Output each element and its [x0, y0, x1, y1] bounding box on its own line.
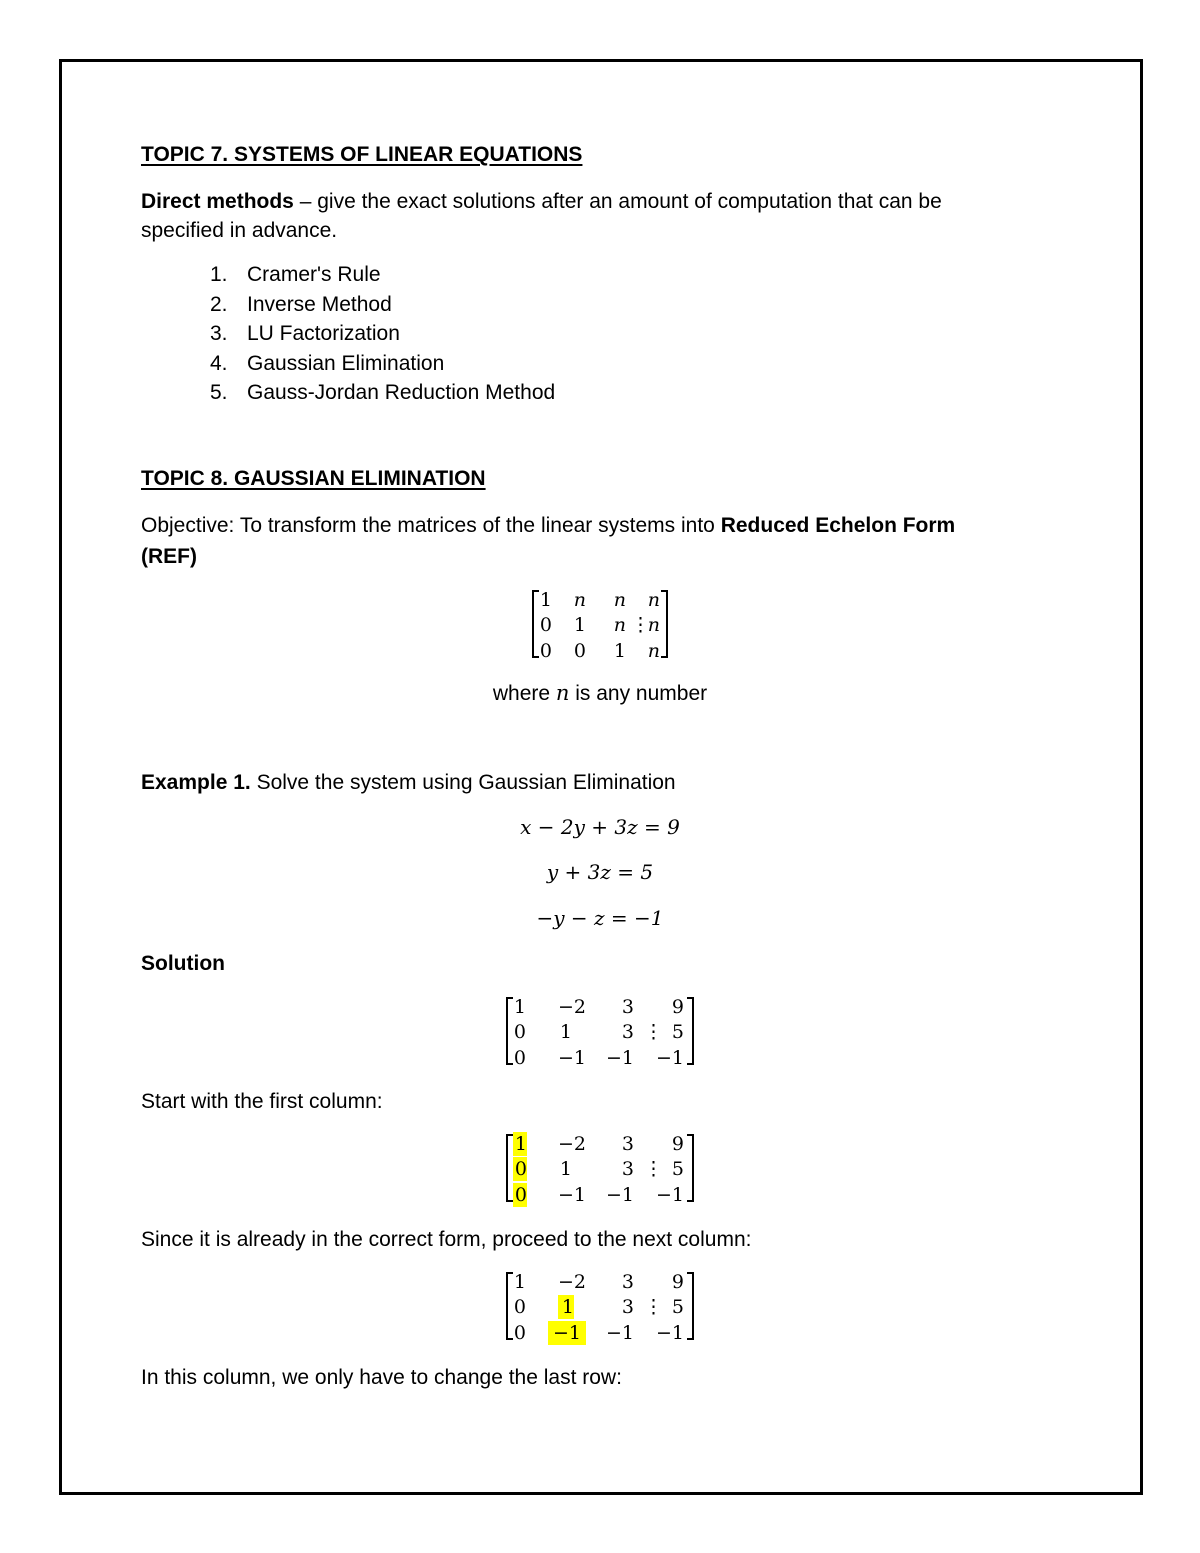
matrix-cell: 5 [671, 1158, 684, 1180]
matrix-cell: −1 [655, 1184, 684, 1206]
matrix-cell: 1 [559, 1158, 572, 1180]
augmented-matrix-col1 [506, 1132, 694, 1204]
matrix-cell: −1 [605, 1322, 634, 1344]
list-item: 5. Gauss-Jordan Reduction Method [210, 381, 556, 404]
matrix-cell: 0 [513, 1047, 526, 1069]
augment-separator: ⋮ [644, 1158, 663, 1180]
matrix-cell: 5 [671, 1021, 684, 1043]
matrix-cell: 3 [621, 1271, 634, 1293]
matrix-cell: 3 [621, 1021, 634, 1043]
matrix-cell: 1 [539, 589, 552, 611]
augmented-matrix-col2 [506, 1270, 694, 1342]
list-item: 4. Gaussian Elimination [210, 351, 445, 375]
matrix-cell-highlighted: 0 [514, 1158, 527, 1180]
matrix-cell: 9 [671, 1271, 684, 1293]
step3-text: In this column, we only have to change the last row: [141, 1366, 622, 1389]
matrix-cell: 0 [573, 640, 586, 662]
matrix-cell: 3 [621, 1296, 634, 1318]
matrix-cell: −1 [655, 1322, 684, 1344]
matrix-cell: 1 [513, 1271, 526, 1293]
matrix-cell: 1 [613, 640, 626, 662]
equation-3: −y − z = −1 [536, 906, 664, 930]
matrix-cell: −2 [557, 1133, 586, 1155]
matrix-cell: n [647, 614, 660, 636]
matrix-cell: 0 [513, 1021, 526, 1043]
matrix-cell: −1 [605, 1184, 634, 1206]
matrix-cell: 9 [671, 1133, 684, 1155]
matrix-cell: 0 [513, 1296, 526, 1318]
example-label: Example 1. [141, 771, 251, 794]
matrix-cell: 3 [621, 1133, 634, 1155]
matrix-cell-highlighted: −1 [548, 1321, 586, 1345]
objective-text: Objective: To transform the matrices of the linear systems into Reduced Echelon Form [141, 514, 956, 537]
direct-methods-list [198, 260, 555, 408]
matrix-cell: −1 [655, 1047, 684, 1069]
list-item: 3. LU Factorization [210, 322, 400, 345]
matrix-cell-highlighted: 0 [514, 1184, 527, 1206]
matrix-cell-highlighted: 1 [514, 1133, 527, 1155]
matrix-cell: 0 [513, 1322, 526, 1344]
matrix-cell: −1 [605, 1047, 634, 1069]
step2-text: Since it is already in the correct form, proceed to the next column: [141, 1228, 752, 1251]
matrix-cell: 0 [539, 614, 552, 636]
augmented-matrix [506, 995, 694, 1067]
ref-term: Reduced Echelon Form [720, 514, 956, 537]
ref-abbrev: (REF) [141, 545, 197, 568]
matrix-cell: n [613, 614, 626, 636]
list-item: 1. Cramer's Rule [210, 263, 381, 286]
matrix-cell: 1 [573, 614, 586, 636]
topic7-title: TOPIC 7. SYSTEMS OF LINEAR EQUATIONS [141, 143, 583, 166]
augment-separator: ⋮ [644, 1296, 663, 1318]
matrix-cell: 1 [559, 1021, 572, 1043]
matrix-cell: −1 [557, 1184, 586, 1206]
ref-matrix [532, 588, 668, 660]
equation-1: x − 2y + 3z = 9 [520, 815, 680, 839]
topic8-title: TOPIC 8. GAUSSIAN ELIMINATION [141, 467, 486, 490]
matrix-cell: −2 [557, 996, 586, 1018]
list-item: 2. Inverse Method [210, 292, 392, 316]
equation-2: y + 3z = 5 [546, 860, 654, 884]
matrix-cell: n [573, 589, 586, 611]
direct-methods-text: – give the exact solutions after an amount of computation that can be [293, 190, 942, 213]
matrix-cell: 9 [671, 996, 684, 1018]
direct-methods-label: Direct methods [141, 190, 294, 213]
matrix-cell: −1 [557, 1047, 586, 1069]
matrix-cell: n [647, 640, 660, 662]
matrix-cell: 3 [621, 996, 634, 1018]
matrix-cell: 3 [621, 1158, 634, 1180]
direct-methods-text-cont: specified in advance. [141, 219, 338, 242]
augment-separator: ⋮ [631, 614, 650, 636]
matrix-cell: 0 [539, 640, 552, 662]
where-note: where n is any number [492, 681, 708, 705]
solution-label: Solution [141, 952, 225, 975]
matrix-cell: −2 [557, 1271, 586, 1293]
matrix-cell-highlighted: 1 [558, 1295, 574, 1319]
matrix-cell: 5 [671, 1296, 684, 1318]
augment-separator: ⋮ [644, 1021, 663, 1043]
direct-methods-definition [141, 188, 942, 216]
matrix-cell: 1 [513, 996, 526, 1018]
matrix-cell: n [647, 589, 660, 611]
step1-text: Start with the first column: [141, 1090, 383, 1113]
example-heading: Example 1. Solve the system using Gaussian Elimination [141, 771, 676, 794]
matrix-cell: n [613, 589, 626, 611]
